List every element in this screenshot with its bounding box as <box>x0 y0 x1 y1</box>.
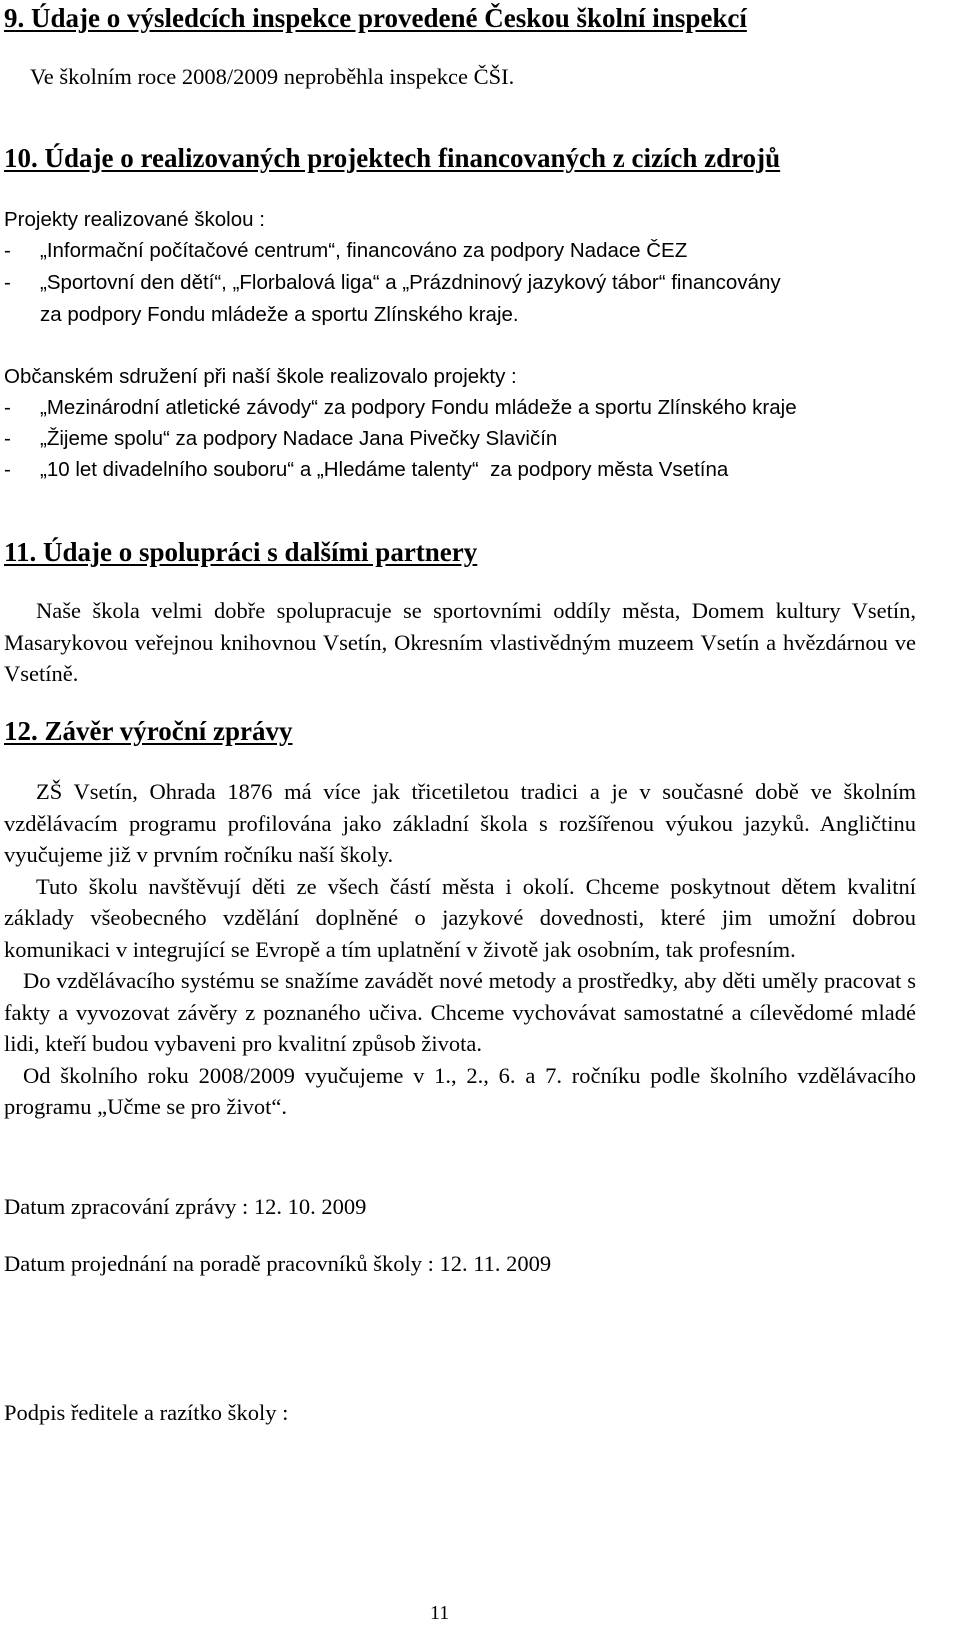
list-item-text: „Informační počítačové centrum“, financováno za podpory Nadace ČEZ <box>40 239 688 262</box>
date-discussed: Datum projednání na poradě pracovníků školy : 12. 11. 2009 <box>4 1251 552 1276</box>
list-dash: - <box>4 427 11 450</box>
list-item-text: „Sportovní den dětí“, „Florbalová liga“ a „Prázdninový jazykový tábor“ financovány <box>40 271 781 294</box>
section-11-heading: 11. Údaje o spolupráci s dalšími partnery <box>4 537 478 567</box>
list-dash: - <box>4 458 11 481</box>
section-12-body <box>4 776 916 1123</box>
paragraph: Naše škola velmi dobře spolupracuje se sportovními oddíly města, Domem kultury Vsetín, Masarykovou veřejnou knihovnou Vsetín, Okresním vlastivědným muzeem Vsetín a hvězdárnou ve Vsetíně. <box>4 598 916 686</box>
signature-label: Podpis ředitele a razítko školy : <box>4 1400 289 1425</box>
list-dash: - <box>4 271 11 294</box>
date-processed: Datum zpracování zprávy : 12. 10. 2009 <box>4 1194 367 1219</box>
association-projects-intro: Občanském sdružení při naší škole realizovalo projekty : <box>4 365 517 388</box>
list-item-text: „10 let divadelního souboru“ a „Hledáme talenty“ za podpory města Vsetína <box>40 458 729 481</box>
section-11-paragraph <box>4 595 916 690</box>
list-item-text: „Mezinárodní atletické závody“ za podpory Fondu mládeže a sportu Zlínského kraje <box>40 396 797 419</box>
page-number: 11 <box>430 1602 450 1624</box>
paragraph: Do vzdělávacího systému se snažíme zavádět nové metody a prostředky, aby děti uměly pracovat s fakty a vyvozovat závěry z poznaného učiva. Chceme vychovávat samostatné a cílevědomé mladé lidi, kteří budou vybaveni pro kvalitní způsob života. <box>4 968 916 1056</box>
school-projects-intro: Projekty realizované školou : <box>4 208 265 231</box>
paragraph: Od školního roku 2008/2009 vyučujeme v 1., 2., 6. a 7. ročníku podle školního vzdělávacího programu „Učme se pro život“. <box>4 1062 916 1119</box>
list-dash: - <box>4 239 11 262</box>
list-item-text: „Žijeme spolu“ za podpory Nadace Jana Pivečky Slavičín <box>40 427 558 450</box>
paragraph: Tuto školu navštěvují děti ze všech částí města i okolí. Chceme poskytnout dětem kvalitní základy všeobecného vzdělání doplněné o jazykové dovednosti, které jim umožní dobrou komunikaci v integrující se Evropě a tím uplatnění v životě jak osobním, tak profesním. <box>4 873 916 962</box>
list-dash: - <box>4 396 11 419</box>
paragraph: ZŠ Vsetín, Ohrada 1876 má více jak třicetiletou tradici a je v současné době ve školním vzdělávacím programu profilována jako základní škola s rozšířenou výukou jazyků. Angličtinu vyučujeme již v prvním ročníku naší školy. <box>4 779 916 867</box>
section-10-heading: 10. Údaje o realizovaných projektech financovaných z cizích zdrojů <box>4 143 781 173</box>
section-9-text: Ve školním roce 2008/2009 neproběhla inspekce ČŠI. <box>30 64 515 89</box>
section-9-heading: 9. Údaje o výsledcích inspekce provedené Českou školní inspekcí <box>4 3 747 33</box>
school-projects-continuation: za podpory Fondu mládeže a sportu Zlínského kraje. <box>40 303 519 326</box>
section-12-heading: 12. Závěr výroční zprávy <box>4 716 293 746</box>
